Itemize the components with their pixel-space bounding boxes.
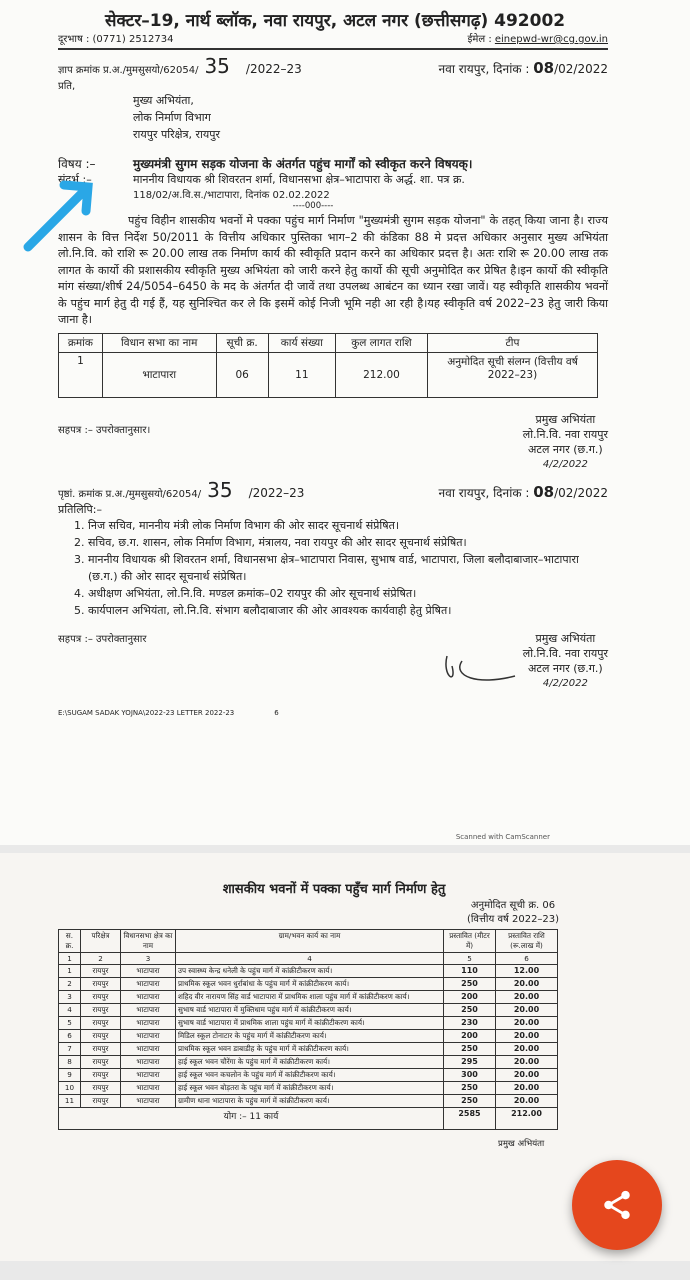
table-cell: 20.00 [496,1017,558,1030]
table-cell: सुभाष वार्ड भाटापारा में प्राथमिक शाला पहुंच मार्ग में कांक्रीटीकरण कार्य। [176,1017,444,1030]
table-row [59,965,558,978]
table-row [59,1004,558,1017]
summary-table [58,333,598,398]
table-row [59,1069,558,1082]
list-item: 2. सचिव, छ.ग. शासन, लोक निर्माण विभाग, मंत्रालय, नवा रायपुर की ओर सादर सूचनार्थ संप्रेषित। [88,534,608,551]
handwritten-signature-icon [437,646,517,691]
list-number: अनुमोदित सूची क्र. 06 (वित्तीय वर्ष 2022–23) [466,900,560,925]
table-cell: रायपुर [81,1095,121,1108]
table-cell: रायपुर [81,1082,121,1095]
table-cell: 10 [59,1082,81,1095]
table-cell: 20.00 [496,1056,558,1069]
memo-ref-line [58,54,608,78]
table-row [59,978,558,991]
addressee: मुख्य अभियंता, लोक निर्माण विभाग रायपुर परिक्षेत्र, रायपुर [133,94,220,141]
footer-path: E:\SUGAM SADAK YOJNA\2022-23 LETTER 2022-23 [58,708,235,717]
works-table [58,929,558,1130]
table-cell: 20.00 [496,1043,558,1056]
copy-label: प्रतिलिपि:– [58,502,102,516]
letterhead-address: सेक्टर–19, नार्थ ब्लॉक, नवा रायपुर, अटल नगर (छत्तीसगढ़) 492002 [105,11,566,31]
reference-line1: माननीय विधायक श्री शिवरतन शर्मा, विधानसभा क्षेत्र–भाटापारा के अर्द्ध. शा. पत्र क्र. [133,173,465,186]
blue-arrow-annotation-icon [20,175,100,255]
reference-label: संदर्भ :– [58,173,92,186]
page2-signature: प्रमुख अभियंता [498,1139,545,1149]
table-cell: 250 [444,1043,496,1056]
table-cell: भाटापारा [121,1017,176,1030]
reference-row [58,172,608,201]
table-cell: भाटापारा [121,1095,176,1108]
table-cell: 12.00 [496,965,558,978]
table-cell: 4 [59,1004,81,1017]
table-cell: मिडिल स्कूल टोनाटार के पहुंच मार्ग में कांक्रीटीकरण कार्य। [176,1030,444,1043]
table-cell: रायपुर [81,1069,121,1082]
table-cell: 200 [444,991,496,1004]
table-row [59,1056,558,1069]
table-cell: 6 [59,1030,81,1043]
memo-ref-group [58,54,302,78]
table-cell: उप स्वास्थ्य केन्द्र धनेली के पहुंच मार्ग में कांक्रीटीकरण कार्य। [176,965,444,978]
table-cell: 11 [59,1095,81,1108]
letterhead-divider [58,48,608,50]
memo-date: नवा रायपुर, दिनांक : 08/02/2022 [438,59,608,77]
copy-list [58,517,608,619]
table-cell: रायपुर [81,978,121,991]
table-cell: 200 [444,1030,496,1043]
memo-ref-no: 35 [204,54,230,78]
list-item: 4. अधीक्षण अभियंता, लो.नि.वि. मण्डल क्रमांक–02 रायपुर की ओर सूचनार्थ संप्रेषित। [88,585,608,602]
subject-label: विषय :– [58,157,96,171]
table-cell: 3 [59,991,81,1004]
table-cell: 20.00 [496,978,558,991]
letterhead-phone: दूरभाष : (0771) 2512734 [58,34,174,45]
table-cell: प्राथमिक स्कूल भवन धुर्राबांधा के पहुंच मार्ग में कांक्रीटीकरण कार्य। [176,978,444,991]
share-button[interactable] [572,1160,662,1250]
table-cell: भाटापारा [121,1004,176,1017]
table-cell: भाटापारा [121,1056,176,1069]
to-label: प्रति, [58,81,76,92]
table-cell: 250 [444,1082,496,1095]
camscanner-watermark: Scanned with CamScanner [455,833,550,841]
table-cell: भाटापारा [121,965,176,978]
table-cell: प्राथमिक स्कूल भवन डाबाडीह के पहुंच मार्ग में कांक्रीटीकरण कार्य। [176,1043,444,1056]
letterhead-contact-row [58,31,608,45]
table-cell: 110 [444,965,496,978]
table-cell: भाटापारा [121,1030,176,1043]
table-cell: 250 [444,1095,496,1108]
table-cell: रायपुर [81,991,121,1004]
table-cell: 1 [59,965,81,978]
table-cell: 7 [59,1043,81,1056]
table-cell: 295 [444,1056,496,1069]
table-row [59,1030,558,1043]
table-cell: भाटापारा [121,991,176,1004]
reference-line2: 118/02/अ.वि.स./भाटापारा, दिनांक 02.02.2022 [133,190,330,201]
table-cell: हाई स्कूल भवन चौरेंगा के पहुंच मार्ग में कांक्रीटीकरण कार्य। [176,1056,444,1069]
signature-block-2: प्रमुख अभियंता लो.नि.वि. नवा रायपुर अटल नगर (छ.ग.) 4/2/2022 [522,631,608,689]
table-cell: 5 [59,1017,81,1030]
table-cell: भाटापारा [121,1082,176,1095]
list-item: 5. कार्यपालन अभियंता, लो.नि.वि. संभाग बलौदाबाजार की ओर आवश्यक कार्यवाही हेतु प्रेषित। [88,602,608,619]
list-item: 1. निज सचिव, माननीय मंत्री लोक निर्माण विभाग की ओर सादर सूचनार्थ संप्रेषित। [88,517,608,534]
signature-block-1: प्रमुख अभियंता लो.नि.वि. नवा रायपुर अटल नगर (छ.ग.) 4/2/2022 [522,412,608,470]
separator: ----000---- [292,201,334,211]
table-header-row: स. क्र. परिक्षेत्र विधानसभा क्षेत्र का नाम ग्राम/भवन कार्य का नाम प्रस्तावित (मीटर में) प्रस्तावित राशि (रू.लाख में) [59,930,558,953]
table-cell: 20.00 [496,1030,558,1043]
table-cell: 20.00 [496,1004,558,1017]
table-cell: रायपुर [81,1004,121,1017]
table-cell: 2 [59,978,81,991]
email-value: einepwd-wr@cg.gov.in [494,34,608,45]
table-cell: रायपुर [81,1056,121,1069]
table-cell: ग्रामीण थाना भाटापारा के पहुंच मार्ग में कांक्रीटीकरण कार्य। [176,1095,444,1108]
table-cell: 230 [444,1017,496,1030]
table-cell: हाई स्कूल भवन कचलोन के पहुंच मार्ग में कांक्रीटीकरण कार्य। [176,1069,444,1082]
footer-row [58,709,608,717]
page-number: 6 [274,708,279,717]
table-cell: भाटापारा [121,978,176,991]
enclosure-note: सहपत्र :– उपरोक्तानुसार। [58,424,151,436]
table-cell: रायपुर [81,1030,121,1043]
subject-row [58,155,608,172]
subject-text: मुख्यमंत्री सुगम सड़क योजना के अंतर्गत पहुंच मार्गों को स्वीकृत करने विषयक्। [133,157,473,171]
closing-row-1 [58,412,608,472]
table-cell: 9 [59,1069,81,1082]
email-label: ईमेल : [467,34,492,45]
table-cell: 20.00 [496,1095,558,1108]
enclosure-note-2: सहपत्र :– उपरोक्तानुसार [58,633,147,645]
table-cell: सुभाष वार्ड भाटापारा में मुक्तिधाम पहुंच मार्ग में कांक्रीटीकरण कार्य। [176,1004,444,1017]
table-row [59,991,558,1004]
table-cell: 250 [444,1004,496,1017]
column-number-row: 1 2 3 4 5 6 [59,953,558,965]
memo-ref: ज्ञाप क्रमांक प्र.अ./मुमसुसयो/62054/ [58,65,199,76]
table-row [59,1043,558,1056]
table-row [59,1095,558,1108]
table-row [59,1082,558,1095]
body-paragraph: पहुंच विहीन शासकीय भवनों मे पक्का पहुंच मार्ग निर्माण "मुख्यमंत्री सुगम सड़क योजना" के तहत् किया जाना है। राज्य शासन के वित्त निर्देश 50/2011 के वित्तीय अधिकार पुस्तिका भाग–2 की कंडिका 88 मे प्रदत्त अधिकार अनुसार मुख्य अभियंता लो.नि.वि. को राशि रू 20.00 लाख तक निर्माण कार्य की स्वीकृति प्रदान करने का अधिकार प्रदत्त है। अतः राशि रू 20.00 लाख तक लागत के कार्यो की प्रशासकीय स्वीकृति मुख्य अभियंता को जारी करने हेतु कार्यो की सूची अनुमोदित कर प्रेषित है।इन कार्यो की स्वीकृति मांग संख्या/शीर्ष 24/5054–6450 के मद के अंतर्गत दी जावें तथा उपलब्ध आबंटन का ध्यान रखा जावें। यह स्वीकृति शासकीय भवनों के पहुंच मार्ग हेतु दी गई हैं, यह सुनिश्चित कर ले कि इसमें कोई निजी भूमि नही आ रही है।यह स्वीकृति वर्ष 2022–23 हेतु जारी किया जाना है। [58,214,608,326]
table-cell: 20.00 [496,1082,558,1095]
share-icon [600,1188,634,1222]
table-cell: रायपुर [81,965,121,978]
list-item: 3. माननीय विधायक श्री शिवरतन शर्मा, विधानसभा क्षेत्र–भाटापारा निवास, सुभाष वार्ड, भाटापारा, जिला बलौदाबाजार–भाटापारा (छ.ग.) की ओर सादर सूचनार्थ संप्रेषित। [88,551,608,585]
table-cell: 250 [444,978,496,991]
table-cell: शहिद वीर नारायण सिंह वार्ड भाटापारा में प्राथमिक शाला पहुंच मार्ग में कांक्रीटीकरण कार्य। [176,991,444,1004]
table-cell: 300 [444,1069,496,1082]
table-cell: रायपुर [81,1043,121,1056]
table-header-row: क्रमांक विधान सभा का नाम सूची क्र. कार्य संख्या कुल लागत राशि टीप [59,333,598,352]
table-cell: हाई स्कूल भवन बोड़तरा के पहुंच मार्ग में कांक्रीटीकरण कार्य। [176,1082,444,1095]
memo-year: /2022–23 [245,62,302,76]
table-cell: 20.00 [496,991,558,1004]
letterhead-email [467,31,608,45]
table-row [59,1017,558,1030]
table-cell: रायपुर [81,1017,121,1030]
closing-row-2 [58,631,608,691]
endorsement-ref-line: पृष्ठां. क्रमांक प्र.अ./मुमसुसयो/62054/ 35 /2022–23 नवा रायपुर, दिनांक : 08/02/2022 [58,477,608,502]
table-cell: 20.00 [496,1069,558,1082]
table-cell: भाटापारा [121,1069,176,1082]
total-row: योग :– 11 कार्य 2585 212.00 [59,1108,558,1130]
list-title: शासकीय भवनों में पक्का पहुँच मार्ग निर्माण हेतु [222,882,446,897]
table-row: 1 भाटापारा 06 11 212.00 अनुमोदित सूची संलग्न (वित्तीय वर्ष 2022–23) [59,352,598,397]
table-cell: 8 [59,1056,81,1069]
table-cell: भाटापारा [121,1043,176,1056]
